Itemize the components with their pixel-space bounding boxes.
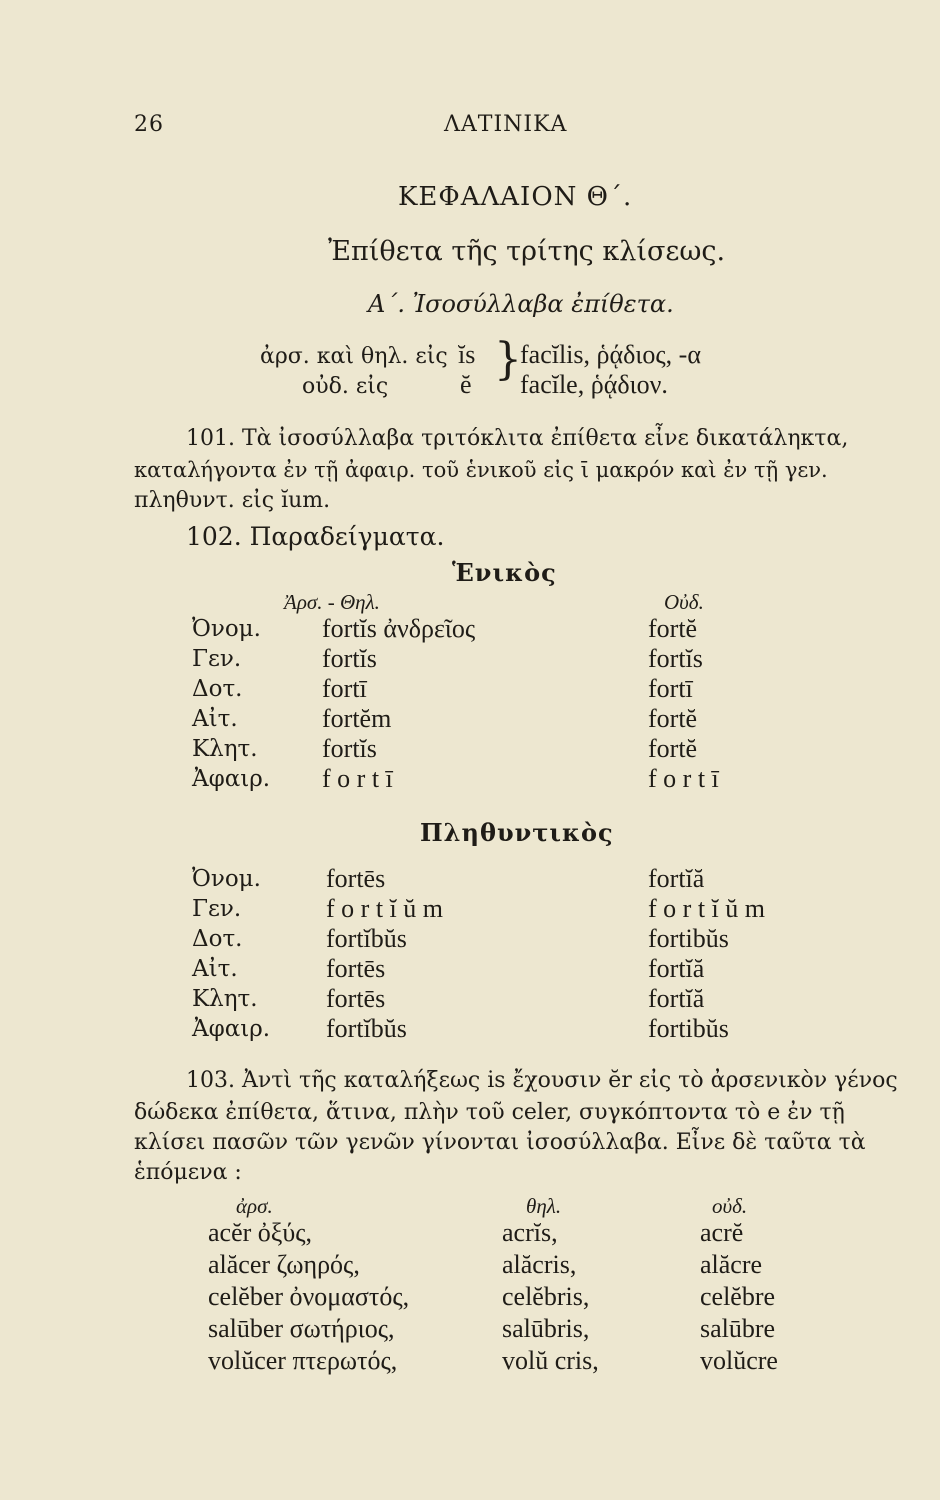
brace: } xyxy=(494,334,522,385)
case-label: Ὀνομ. xyxy=(192,616,261,642)
example-fem: alăcris, xyxy=(502,1250,577,1279)
form-masc-fem: fortĭs xyxy=(322,734,377,763)
case-label: Αἰτ. xyxy=(192,956,238,982)
form-masc-fem: fortī xyxy=(322,674,367,703)
case-label: Γεν. xyxy=(192,646,242,672)
p103-line-3: κλίσει πασῶν τῶν γενῶν γίνονται ἰσοσύλλαβα. Εἶνε δὲ ταῦτα τὰ xyxy=(134,1130,866,1155)
section-heading: Α΄. Ἰσοσύλλαβα ἐπίθετα. xyxy=(368,290,674,318)
form-masc-fem: fortēs xyxy=(326,954,386,983)
case-label: Δοτ. xyxy=(192,926,243,952)
example-fem: volŭ cris, xyxy=(502,1346,599,1375)
case-label: Ἀφαιρ. xyxy=(192,766,271,792)
intro-latin-2: facĭle, ῥᾴδιον. xyxy=(520,370,668,399)
example-neut: celĕbre xyxy=(700,1282,776,1311)
form-neuter: fortĭă xyxy=(648,954,705,983)
p103-line-4: ἑπόμενα : xyxy=(134,1160,242,1185)
p101-line-1: 101. Τὰ ἰσοσύλλαβα τριτόκλιτα ἐπίθετα εἶνε δικατάληκτα, xyxy=(186,426,849,451)
form-neuter: fortibŭs xyxy=(648,924,729,953)
plural-heading: Πληθυντικὸς xyxy=(420,818,614,847)
singular-heading: Ἑνικὸς xyxy=(452,558,557,587)
case-label: Γεν. xyxy=(192,896,242,922)
case-label: Αἰτ. xyxy=(192,706,238,732)
page-number: 26 xyxy=(134,112,164,137)
running-head: ΛΑΤΙΝΙΚΑ xyxy=(444,112,568,137)
p103-line-2: δώδεκα ἐπίθετα, ἅτινα, πλὴν τοῦ celer, συγκόπτοντα τὸ e ἐν τῇ xyxy=(134,1100,845,1125)
intro-label-2: οὐδ. εἰς xyxy=(302,374,389,399)
form-neuter: fortĕ xyxy=(648,704,698,733)
intro-ending-2: ĕ xyxy=(460,370,472,399)
singular-col-mf: Ἀρσ. - Θηλ. xyxy=(284,590,380,614)
examples-head-fem: θηλ. xyxy=(526,1194,562,1218)
singular-col-n: Οὐδ. xyxy=(664,590,704,614)
form-masc-fem: fortĭbŭs xyxy=(326,924,407,953)
examples-head-neut: οὐδ. xyxy=(712,1194,748,1218)
p101-line-3: πληθυντ. εἰς ĭum. xyxy=(134,488,331,513)
example-neut: alăcre xyxy=(700,1250,763,1279)
p103-line-1: 103. Ἀντὶ τῆς καταλήξεως is ἔχουσιν ĕr εἰς τὸ ἀρσενικὸν γένος xyxy=(186,1068,898,1093)
p102-label: 102. Παραδείγματα. xyxy=(186,522,445,551)
example-fem: salūbris, xyxy=(502,1314,590,1343)
intro-ending-1: ĭs xyxy=(458,340,476,369)
example-masc: celĕber ὀνομαστός, xyxy=(208,1282,410,1311)
chapter-title: ΚΕΦΑΛΑΙΟΝ Θ΄. xyxy=(398,182,633,212)
examples-head-masc: ἀρσ. xyxy=(236,1194,273,1218)
case-label: Ὀνομ. xyxy=(192,866,261,892)
example-masc: volŭcer πτερωτός, xyxy=(208,1346,398,1375)
intro-latin-1: facĭlis, ῥᾴδιος, -α xyxy=(520,340,701,369)
form-neuter: fortĕ xyxy=(648,614,698,643)
form-neuter: fortĭă xyxy=(648,984,705,1013)
form-masc-fem: fortĭbŭs xyxy=(326,1014,407,1043)
example-neut: salūbre xyxy=(700,1314,776,1343)
case-label: Δοτ. xyxy=(192,676,243,702)
example-masc: salūber σωτήριος, xyxy=(208,1314,395,1343)
form-neuter: fortī xyxy=(648,674,693,703)
intro-label-1: ἀρσ. καὶ θηλ. εἰς xyxy=(260,344,448,369)
form-neuter: f o r t ī xyxy=(648,764,719,793)
form-masc-fem: f o r t ī xyxy=(322,764,393,793)
case-label: Κλητ. xyxy=(192,986,258,1012)
example-fem: acrĭs, xyxy=(502,1218,558,1247)
form-masc-fem: fortĭs xyxy=(322,644,377,673)
case-label: Κλητ. xyxy=(192,736,258,762)
chapter-subtitle: Ἐπίθετα τῆς τρίτης κλίσεως. xyxy=(328,236,726,267)
example-neut: volŭcre xyxy=(700,1346,778,1375)
p101-line-2: καταλήγοντα ἐν τῇ ἀφαιρ. τοῦ ἑνικοῦ εἰς ῑ μακρόν καὶ ἐν τῇ γεν. xyxy=(134,458,828,482)
example-fem: celĕbris, xyxy=(502,1282,590,1311)
form-neuter: f o r t ĭ ŭ m xyxy=(648,894,765,923)
form-masc-fem: fortēs xyxy=(326,984,386,1013)
form-neuter: fortĕ xyxy=(648,734,698,763)
form-masc-fem: f o r t ĭ ŭ m xyxy=(326,894,443,923)
form-neuter: fortĭă xyxy=(648,864,705,893)
form-neuter: fortibŭs xyxy=(648,1014,729,1043)
form-masc-fem: fortēs xyxy=(326,864,386,893)
example-neut: acrĕ xyxy=(700,1218,744,1247)
example-masc: alăcer ζωηρός, xyxy=(208,1250,360,1279)
case-label: Ἀφαιρ. xyxy=(192,1016,271,1042)
form-masc-fem: fortĕm xyxy=(322,704,392,733)
form-neuter: fortĭs xyxy=(648,644,703,673)
example-masc: acĕr ὀξύς, xyxy=(208,1218,313,1247)
form-masc-fem: fortĭs ἀνδρεῖος xyxy=(322,614,476,643)
